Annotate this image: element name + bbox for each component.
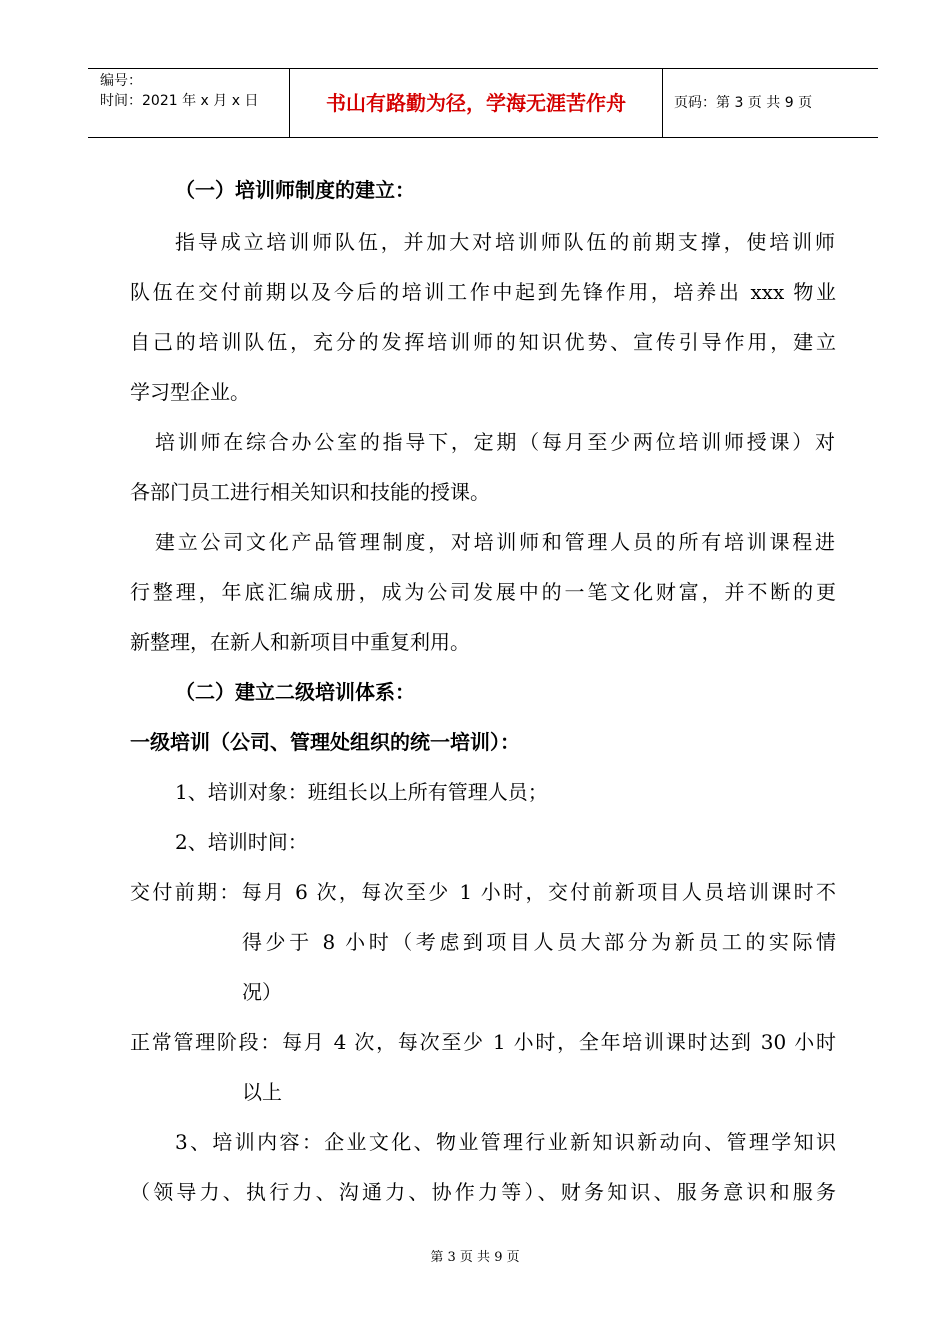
s1-p3-line2: 行整理，年底汇编成册，成为公司发展中的一笔文化财富，并不断的更 (130, 580, 836, 604)
header-motto: 书山有路勤为径，学海无涯苦作舟 (290, 69, 663, 137)
header-table (88, 68, 878, 138)
pre-delivery-line2: 得少于 8 小时（考虑到项目人员大部分为新员工的实际情 (242, 930, 836, 954)
s1-p2-line2: 各部门员工进行相关知识和技能的授课。 (130, 480, 490, 504)
s1-p1-line3: 自己的培训队伍，充分的发挥培训师的知识优势、宣传引导作用，建立 (130, 330, 836, 354)
section2-heading: （二）建立二级培训体系： (175, 680, 415, 704)
s1-p2-line1: 培训师在综合办公室的指导下，定期（每月至少两位培训师授课）对 (155, 430, 835, 454)
item2-time: 2、培训时间： (175, 830, 308, 854)
level1-heading: 一级培训（公司、管理处组织的统一培训）： (130, 730, 520, 754)
normal-stage-line1: 正常管理阶段：每月 4 次，每次至少 1 小时，全年培训课时达到 30 小时 (130, 1030, 836, 1054)
number-label: 编号： (100, 73, 142, 89)
item1-target: 1、培训对象：班组长以上所有管理人员； (175, 780, 548, 804)
pre-delivery-line1: 交付前期：每月 6 次，每次至少 1 小时，交付前新项目人员培训课时不 (130, 880, 836, 904)
section1-heading: （一）培训师制度的建立： (175, 178, 415, 202)
s1-p1-line4: 学习型企业。 (130, 380, 250, 404)
header-meta-cell (88, 69, 290, 137)
s1-p3-line3: 新整理，在新人和新项目中重复利用。 (130, 630, 470, 654)
s1-p1-line2: 队伍在交付前期以及今后的培训工作中起到先锋作用，培养出 xxx 物业 (130, 280, 836, 304)
pre-delivery-line3: 况） (242, 980, 282, 1004)
normal-stage-line2: 以上 (242, 1080, 282, 1104)
page-footer: 第 3 页 共 9 页 (430, 1250, 520, 1265)
header-page-info: 页码：第 3 页 共 9 页 (674, 95, 813, 111)
s1-p3-line1: 建立公司文化产品管理制度，对培训师和管理人员的所有培训课程进 (155, 530, 835, 554)
item3-line1: 3、培训内容：企业文化、物业管理行业新知识新动向、管理学知识 (175, 1130, 836, 1154)
time-label: 时间：2021 年 x 月 x 日 (100, 93, 259, 109)
item3-line2: （领导力、执行力、沟通力、协作力等）、财务知识、服务意识和服务 (130, 1180, 836, 1204)
s1-p1-line1: 指导成立培训师队伍，并加大对培训师队伍的前期支撑，使培训师 (175, 230, 835, 254)
